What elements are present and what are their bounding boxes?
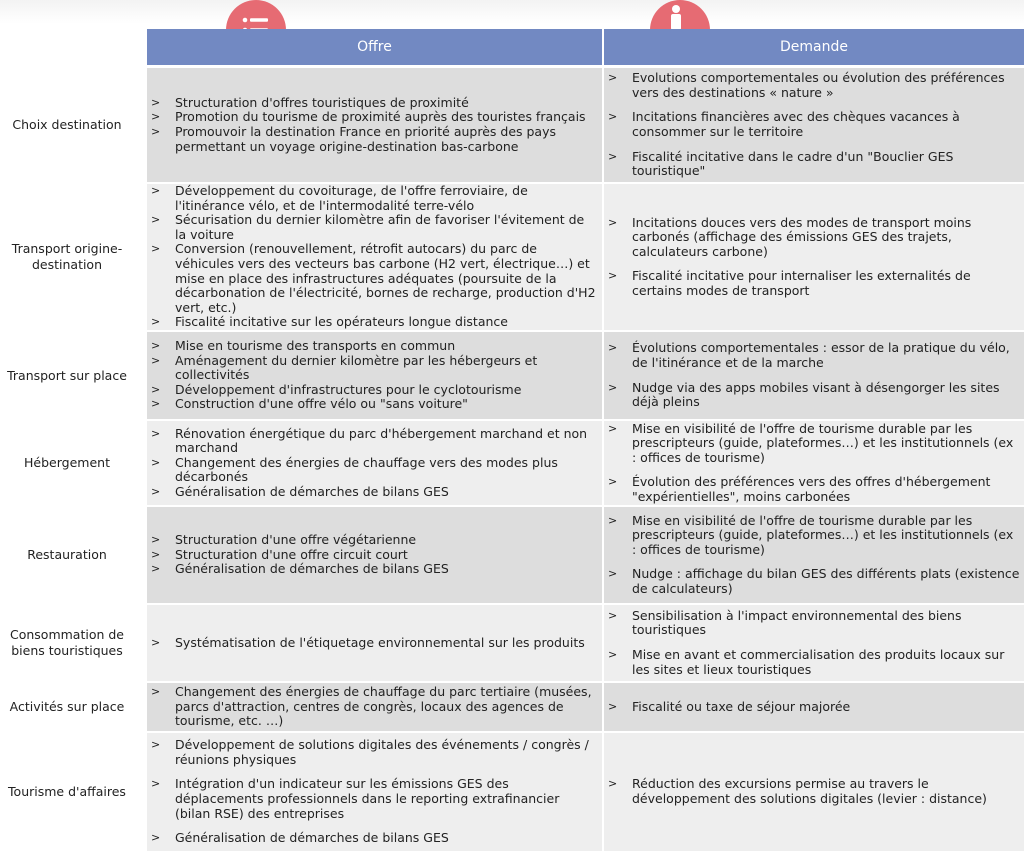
bullet-item: > Conversion (renouvellement, rétrofit autocars) du parc de véhicules vers des vecteurs bas carbone (H2 vert, électrique…) et mise en place des infrastructures adéquates (poursuite de la décarbonation de l'électricité, bornes de recharge, production d'H2 vert, etc.) [147, 242, 598, 315]
offre-cell [147, 733, 602, 851]
bullet-item: > Mise en avant et commercialisation des produits locaux sur les sites et lieux touristiques [604, 648, 1020, 677]
demande-cell [604, 733, 1024, 851]
demande-cell [604, 683, 1024, 731]
row-label: Activités sur place [9, 699, 125, 714]
bullet-item: > Développement de solutions digitales des événements / congrès / réunions physiques [147, 738, 598, 767]
bullet-item: > Fiscalité incitative sur les opérateurs longue distance [147, 315, 598, 330]
bullet-item: > Structuration d'une offre circuit court [147, 548, 598, 563]
demande-cell [604, 507, 1024, 603]
bullet-item: > Développement d'infrastructures pour le cyclotourisme [147, 383, 598, 398]
bullet-item: > Incitations douces vers des modes de transport moins carbonés (affichage des émissions GES des trajets, calculateurs carbone) [604, 216, 1020, 260]
demande-cell [604, 421, 1024, 505]
demande-cell [604, 605, 1024, 681]
offre-cell [147, 507, 602, 603]
bullet-item: > Généralisation de démarches de bilans GES [147, 831, 598, 846]
row-label: Choix destination [12, 117, 122, 132]
bullet-item: > Fiscalité ou taxe de séjour majorée [604, 700, 1020, 715]
row-label: Consommation de biens touristiques [9, 627, 124, 658]
demande-cell [604, 68, 1024, 182]
row-label: Transport origine-destination [11, 241, 123, 272]
bullet-item: > Mise en visibilité de l'offre de tourisme durable par les prescripteurs (guide, plateformes…) et les institutionnels (ex : offices de tourisme) [604, 514, 1020, 558]
offre-cell [147, 184, 602, 330]
bullet-item: > Généralisation de démarches de bilans GES [147, 485, 598, 500]
bullet-item: > Évolution des préférences vers des offres d'hébergement "expérientielles", moins carbonées [604, 475, 1020, 504]
row-label: Transport sur place [7, 367, 127, 383]
bullet-item: > Mise en tourisme des transports en commun [147, 339, 598, 354]
row-label: Tourisme d'affaires [8, 784, 126, 799]
bullet-item: > Fiscalité incitative dans le cadre d'un "Bouclier GES touristique" [604, 150, 1020, 179]
bullet-item: > Structuration d'une offre végétarienne [147, 533, 598, 548]
bullet-item: > Sensibilisation à l'impact environnemental des biens touristiques [604, 609, 1020, 638]
bullet-item: > Incitations financières avec des chèques vacances à consommer sur le territoire [604, 110, 1020, 139]
bullet-item: > Changement des énergies de chauffage vers des modes plus décarbonés [147, 456, 598, 485]
offre-cell [147, 332, 602, 419]
bullet-item: > Promouvoir la destination France en priorité auprès des pays permettant un voyage origine-destination bas-carbone [147, 125, 598, 154]
bullet-item: > Fiscalité incitative pour internaliser les externalités de certains modes de transport [604, 269, 1020, 298]
column-header-demande: Demande [604, 29, 1024, 65]
bullet-item: > Évolutions comportementales : essor de la pratique du vélo, de l'itinérance et de la marche [604, 341, 1020, 370]
bullet-item: > Rénovation énergétique du parc d'hébergement marchand et non marchand [147, 427, 598, 456]
bullet-item: > Généralisation de démarches de bilans GES [147, 562, 598, 577]
offre-cell [147, 605, 602, 681]
bullet-item: > Sécurisation du dernier kilomètre afin de favoriser l'évitement de la voiture [147, 213, 598, 242]
demande-cell [604, 332, 1024, 419]
bullet-item: > Réduction des excursions permise au travers le développement des solutions digitales (levier : distance) [604, 777, 1020, 806]
bullet-item: > Nudge via des apps mobiles visant à désengorger les sites déjà pleins [604, 381, 1020, 410]
offre-cell [147, 68, 602, 182]
column-header-offre: Offre [147, 29, 602, 65]
bullet-item: > Structuration d'offres touristiques de proximité [147, 96, 598, 111]
bullet-item: > Intégration d'un indicateur sur les émissions GES des déplacements professionnels dans le reporting extrafinancier (bilan RSE) des entreprises [147, 777, 598, 821]
bullet-item: > Changement des énergies de chauffage du parc tertiaire (musées, parcs d'attraction, centres de congrès, locaux des agences de tourisme, etc. …) [147, 685, 598, 729]
offre-cell [147, 421, 602, 505]
bullet-item: > Promotion du tourisme de proximité auprès des touristes français [147, 110, 598, 125]
demande-cell [604, 184, 1024, 330]
offre-cell [147, 683, 602, 731]
row-label: Restauration [27, 547, 107, 562]
bullet-item: > Evolutions comportementales ou évolution des préférences vers des destinations « nature » [604, 71, 1020, 100]
bullet-item: > Développement du covoiturage, de l'offre ferroviaire, de l'itinérance vélo, et de l'intermodalité terre-vélo [147, 184, 598, 213]
bullet-item: > Nudge : affichage du bilan GES des différents plats (existence de calculateurs) [604, 567, 1020, 596]
bullet-item: > Mise en visibilité de l'offre de tourisme durable par les prescripteurs (guide, plateformes…) et les institutionnels (ex : offices de tourisme) [604, 422, 1020, 466]
top-band [0, 0, 1024, 24]
bullet-item: > Construction d'une offre vélo ou "sans voiture" [147, 397, 598, 412]
bullet-item: > Systématisation de l'étiquetage environnemental sur les produits [147, 636, 598, 651]
bullet-item: > Aménagement du dernier kilomètre par les hébergeurs et collectivités [147, 354, 598, 383]
row-label: Hébergement [24, 455, 110, 470]
